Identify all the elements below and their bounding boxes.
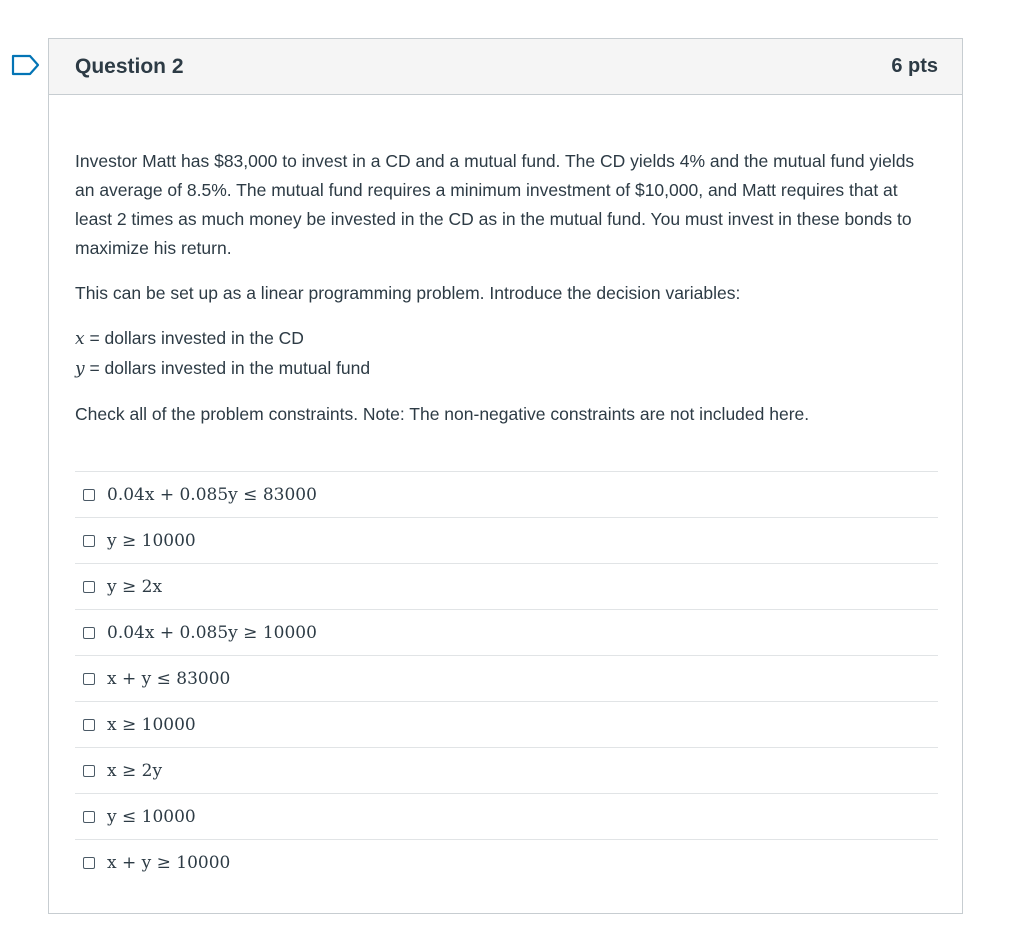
answer-list (75, 471, 938, 885)
answer-option[interactable] (75, 563, 938, 609)
answer-label[interactable]: 0.04x + 0.085y ≥ 10000 (107, 622, 317, 643)
variable-y-definition (75, 354, 938, 384)
answer-label[interactable]: y ≥ 10000 (107, 530, 196, 551)
answer-option[interactable] (75, 655, 938, 701)
answer-label[interactable]: x + y ≥ 10000 (107, 852, 231, 873)
answer-checkbox[interactable] (83, 627, 95, 639)
variable-x-symbol: x (75, 329, 85, 349)
answer-label[interactable]: x ≥ 2y (107, 760, 163, 781)
answer-checkbox[interactable] (83, 535, 95, 547)
answer-option[interactable] (75, 471, 938, 517)
answer-option[interactable] (75, 517, 938, 563)
answer-option[interactable] (75, 839, 938, 885)
answer-label[interactable]: x + y ≤ 83000 (107, 668, 231, 689)
answer-checkbox[interactable] (83, 765, 95, 777)
answer-option[interactable] (75, 609, 938, 655)
variable-x-text: = dollars invested in the CD (84, 328, 304, 348)
question-card (48, 38, 963, 914)
answer-checkbox[interactable] (83, 489, 95, 501)
answer-option[interactable] (75, 793, 938, 839)
answer-checkbox[interactable] (83, 811, 95, 823)
decision-variables (75, 324, 938, 384)
variable-x-definition (75, 324, 938, 354)
answer-option[interactable] (75, 701, 938, 747)
answer-label[interactable]: y ≥ 2x (107, 576, 163, 597)
question-header (49, 39, 962, 95)
answer-checkbox[interactable] (83, 857, 95, 869)
question-body (49, 95, 962, 885)
instructions-text: Check all of the problem constraints. Note: The non-negative constraints are not included here. (75, 404, 810, 424)
variable-y-symbol: y (75, 359, 85, 379)
answer-checkbox[interactable] (83, 581, 95, 593)
problem-statement: Investor Matt has $83,000 to invest in a CD and a mutual fund. The CD yields 4% and the mutual fund yields an average of 8.5%. The mutual fund requires a minimum investment of $10,000, and Matt requires that at least 2 times as much money be invested in the CD as in the mutual fund. You must invest in these bonds to maximize his return. (75, 151, 915, 258)
variable-y-text: = dollars invested in the mutual fund (84, 358, 371, 378)
answer-checkbox[interactable] (83, 719, 95, 731)
question-flag-icon[interactable] (11, 54, 41, 76)
question-points: 6 pts (891, 55, 938, 77)
answer-label[interactable]: y ≤ 10000 (107, 806, 196, 827)
answer-label[interactable]: x ≥ 10000 (107, 714, 196, 735)
answer-label[interactable]: 0.04x + 0.085y ≤ 83000 (107, 484, 317, 505)
answer-checkbox[interactable] (83, 673, 95, 685)
question-title: Question 2 (75, 54, 184, 78)
answer-option[interactable] (75, 747, 938, 793)
lp-setup-text: This can be set up as a linear programming problem. Introduce the decision variables: (75, 283, 741, 303)
